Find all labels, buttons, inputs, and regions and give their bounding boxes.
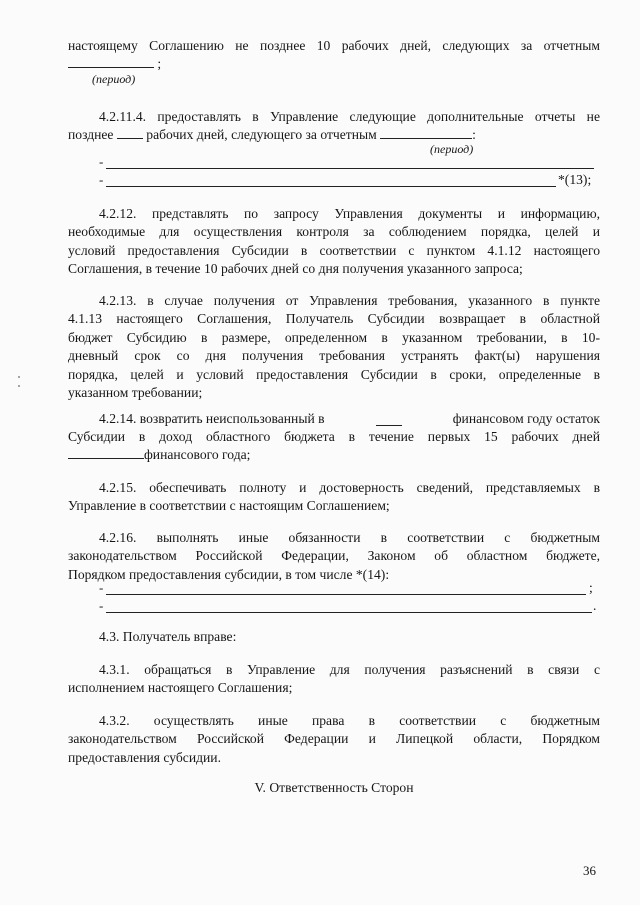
scan-speck xyxy=(18,385,20,387)
blank-field xyxy=(68,446,144,459)
text-line xyxy=(68,55,600,73)
fill-in-line xyxy=(106,168,594,169)
fill-in-line xyxy=(106,186,556,187)
paragraph-4-2-11-4: 4.2.11.4. предоставлять в Управление следующие дополнительные отчеты не xyxy=(99,109,600,124)
fill-in-line xyxy=(106,612,592,613)
text-line: Субсидии в доход областного бюджета в течение первых 15 рабочих дней xyxy=(68,429,600,444)
list-dash: - xyxy=(99,172,104,187)
paragraph-4-2-14: 4.2.14. возвратить неиспользованный в финансовом году остаток xyxy=(99,411,600,426)
blank-field xyxy=(376,413,402,426)
blank-field xyxy=(380,126,472,139)
list-dash: - xyxy=(99,154,104,169)
punctuation: ; xyxy=(157,56,162,71)
paragraph-4-3: 4.3. Получатель вправе: xyxy=(99,629,237,644)
fill-in-line xyxy=(106,594,586,595)
footnote-ref: *(13); xyxy=(558,172,592,187)
blank-field xyxy=(68,55,154,68)
scan-speck xyxy=(18,376,20,378)
paragraph-4-2-12: 4.2.12. представлять по запросу Управления документы и информацию, необходимые для осуществления контроля за соблюдением порядка, целей и условий предоставления Субсидии в соответствии с пунктом 4.1.12 настоящего Соглашения, в течение 10 рабочих дней со дня получения указанного запроса; xyxy=(68,206,600,277)
text-line: финансового года; xyxy=(68,446,600,464)
text-line: настоящему Соглашению не позднее 10 рабочих дней, следующих за отчетным xyxy=(68,38,600,53)
paragraph-4-2-15: 4.2.15. обеспечивать полноту и достоверность сведений, представляемых в Управление в соответствии с настоящим Соглашением; xyxy=(68,480,600,514)
period-caption: (период) xyxy=(430,142,474,156)
page-number: 36 xyxy=(583,863,596,878)
list-dash: - xyxy=(99,580,104,595)
section-title: V. Ответственность Сторон xyxy=(254,780,414,795)
punctuation: . xyxy=(593,598,597,613)
paragraph-4-3-1: 4.3.1. обращаться в Управление для получения разъяснений в связи с исполнением настоящего Соглашения; xyxy=(68,662,600,696)
paragraph-4-2-13: 4.2.13. в случае получения от Управления требования, указанного в пункте 4.1.13 настоящего Соглашения, Получатель Субсидии возвращает в областной бюджет Субсидию в размере, определенном в указанном требовании, в 10- дневный срок со дня получения требования устранять факт(ы) нарушения порядка, целей и условий предоставления Субсидии в сроки, определенные в указанном требовании; xyxy=(68,293,600,400)
list-dash: - xyxy=(99,598,104,613)
period-caption: (период) xyxy=(92,72,136,86)
paragraph-4-3-2: 4.3.2. осуществлять иные права в соответствии с бюджетным законодательством Российской Федерации и Липецкой области, Порядком предоставления субсидии. xyxy=(68,713,600,765)
paragraph-4-2-16: 4.2.16. выполнять иные обязанности в соответствии с бюджетным законодательством Российской Федерации, Законом об областном бюджете, Порядком предоставления субсидии, в том числе *(14): xyxy=(68,530,600,582)
punctuation: ; xyxy=(589,580,593,595)
text-line: позднее рабочих дней, следующего за отчетным : xyxy=(68,127,476,142)
blank-field xyxy=(117,126,143,139)
